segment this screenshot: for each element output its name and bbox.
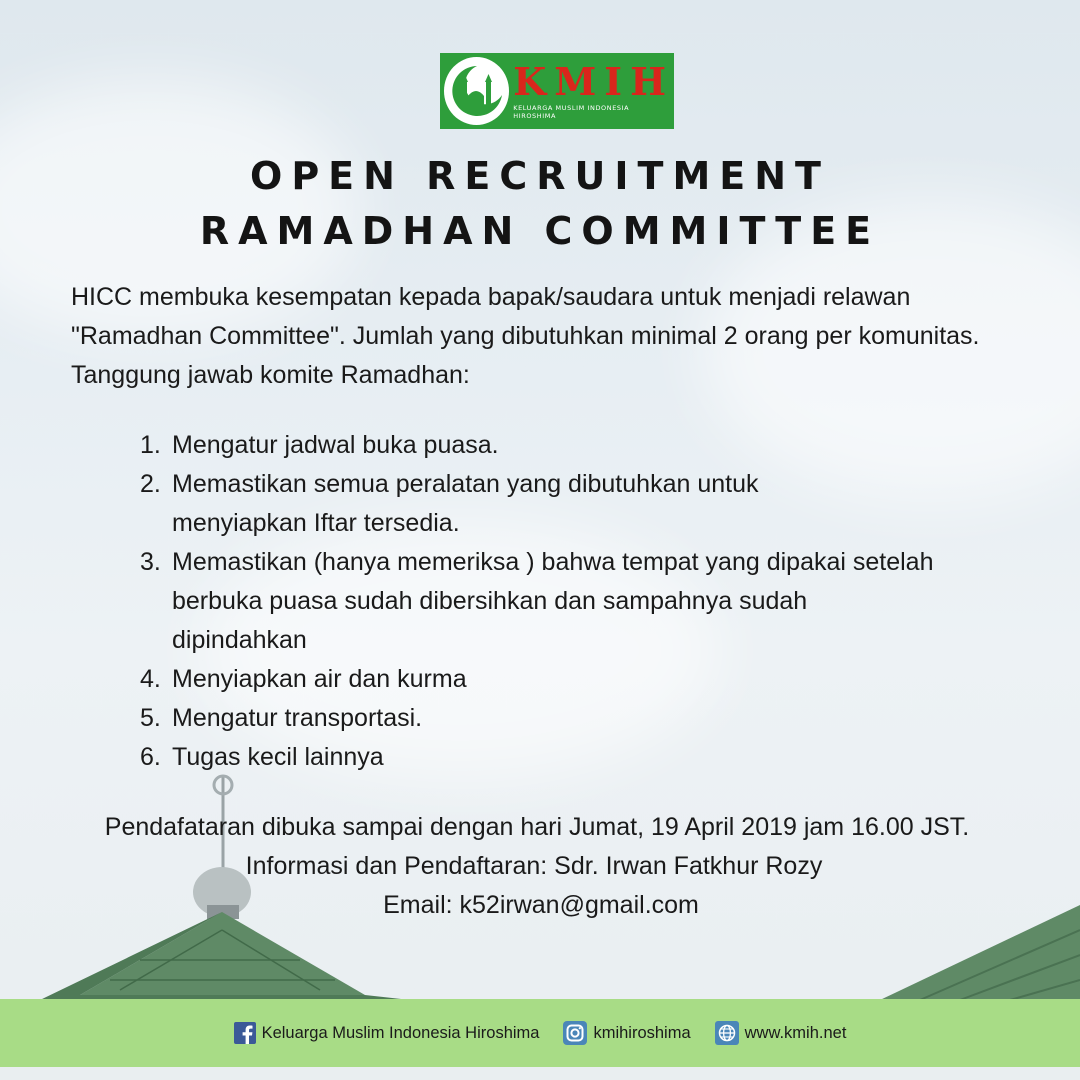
list-item	[140, 543, 960, 660]
page-title-line-2: RAMADHAN COMMITTEE	[199, 209, 881, 253]
list-number: 4.	[140, 665, 161, 693]
list-number: 2.	[140, 470, 161, 498]
bottom-strip	[0, 1067, 1080, 1080]
list-item	[140, 699, 960, 738]
page-title-line-1: OPEN RECRUITMENT	[250, 154, 830, 198]
instagram-icon	[563, 1021, 587, 1045]
list-text: Mengatur jadwal buka puasa.	[172, 431, 499, 459]
responsibilities-list	[140, 426, 960, 777]
kmih-logo	[440, 53, 674, 129]
list-text: Memastikan semua peralatan yang dibutuhkan untuk menyiapkan Iftar tersedia.	[172, 470, 759, 537]
list-text: Memastikan (hanya memeriksa ) bahwa tempat yang dipakai setelah berbuka puasa sudah dibersihkan dan sampahnya sudah dipindahkan	[172, 548, 934, 654]
instagram-link[interactable]	[563, 1021, 690, 1045]
registration-deadline: Pendafataran dibuka sampai dengan hari Jumat, 19 April 2019 jam 16.00 JST.	[104, 813, 970, 841]
list-number: 3.	[140, 548, 161, 576]
globe-icon	[715, 1021, 739, 1045]
instagram-label: kmihiroshima	[593, 1023, 691, 1042]
website-label: www.kmih.net	[744, 1023, 847, 1042]
website-link[interactable]	[715, 1021, 847, 1045]
list-number: 6.	[140, 743, 161, 771]
logo-subtitle: KELUARGA MUSLIM INDONESIA HIROSHIMA	[513, 104, 630, 120]
mosque-icon	[444, 57, 509, 125]
logo-name: KMIH	[513, 59, 674, 104]
registration-contact: Informasi dan Pendaftaran: Sdr. Irwan Fatkhur Rozy	[245, 852, 823, 880]
list-text: Menyiapkan air dan kurma	[172, 665, 467, 693]
list-number: 5.	[140, 704, 161, 732]
list-text: Tugas kecil lainnya	[172, 743, 384, 771]
facebook-icon	[234, 1022, 256, 1044]
contact-email: Email: k52irwan@gmail.com	[383, 891, 699, 919]
list-item	[140, 660, 960, 699]
list-item	[140, 465, 960, 543]
facebook-link[interactable]	[234, 1022, 540, 1044]
list-text: Mengatur transportasi.	[172, 704, 423, 732]
list-number: 1.	[140, 431, 161, 459]
list-item	[140, 738, 960, 777]
list-item	[140, 426, 960, 465]
social-bar	[0, 999, 1080, 1067]
facebook-label: Keluarga Muslim Indonesia Hiroshima	[261, 1023, 540, 1042]
intro-paragraph: HICC membuka kesempatan kepada bapak/saudara untuk menjadi relawan "Ramadhan Committee". Jumlah yang dibutuhkan minimal 2 orang per komunitas. Tanggung jawab komite Ramadhan:	[71, 283, 980, 389]
